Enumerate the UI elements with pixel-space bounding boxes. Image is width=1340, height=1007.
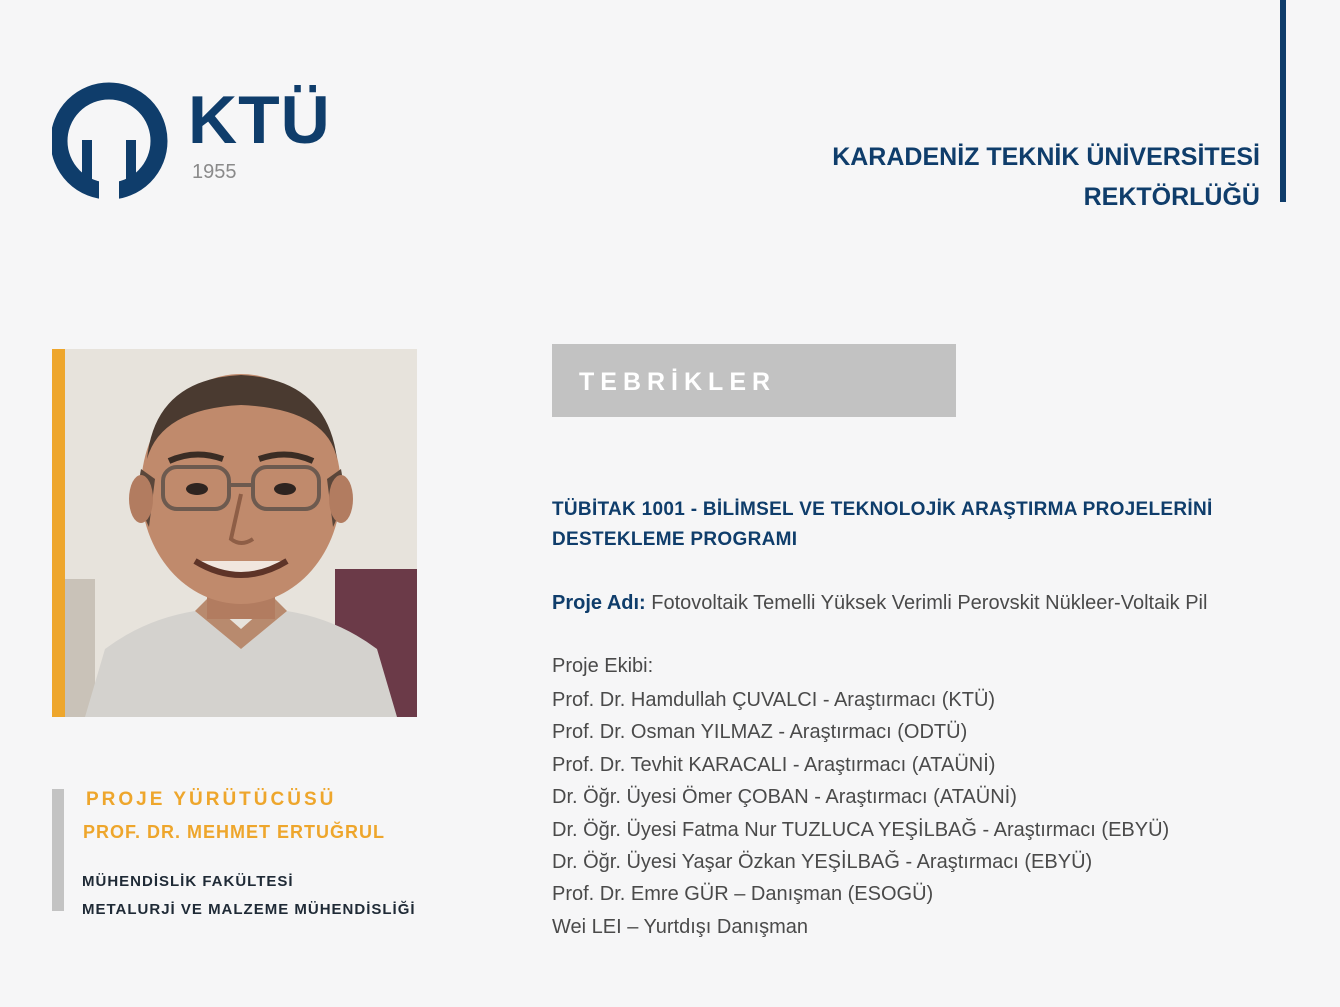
lead-affiliation xyxy=(82,868,416,924)
header-divider xyxy=(1280,0,1286,202)
team-member: Wei LEI – Yurtdışı Danışman xyxy=(552,915,809,938)
lead-name: PROF. DR. MEHMET ERTUĞRUL xyxy=(83,822,385,842)
team-member: Prof. Dr. Tevhit KARACALI - Araştırmacı (ATAÜNİ) xyxy=(552,753,996,776)
project-name-value: Fotovoltaik Temelli Yüksek Verimli Perovskit Nükleer-Voltaik Pil xyxy=(651,592,1208,614)
team-member: Prof. Dr. Emre GÜR – Danışman (ESOGÜ) xyxy=(552,883,934,906)
team-member: Dr. Öğr. Üyesi Fatma Nur TUZLUCA YEŞİLBAĞ - Araştırmacı (EBYÜ) xyxy=(552,818,1170,841)
congrats-banner xyxy=(552,344,956,417)
program-title-line1: TÜBİTAK 1001 - BİLİMSEL VE TEKNOLOJİK ARAŞTIRMA PROJELERİNİ xyxy=(552,499,1213,520)
ktu-logo xyxy=(52,78,352,208)
logo-year: 1955 xyxy=(192,161,237,183)
lead-faculty-name: MÜHENDİSLİK FAKÜLTESİ xyxy=(82,873,294,890)
institution-office: REKTÖRLÜĞÜ xyxy=(1083,183,1260,211)
program-title xyxy=(552,495,1272,555)
photo-accent-bar xyxy=(52,349,65,717)
portrait-illustration xyxy=(65,349,417,717)
project-name-label: Proje Adı: xyxy=(552,592,646,614)
project-name xyxy=(552,589,1282,617)
team-title: Proje Ekibi: xyxy=(552,655,654,677)
team-member: Prof. Dr. Hamdullah ÇUVALCI - Araştırmacı (KTÜ) xyxy=(552,689,996,711)
congrats-label: TEBRİKLER xyxy=(579,368,777,396)
lead-department-name: METALURJİ VE MALZEME MÜHENDİSLİĞİ xyxy=(82,901,416,918)
institution-title xyxy=(832,137,1260,217)
lead-role: PROJE YÜRÜTÜCÜSÜ xyxy=(86,789,337,810)
program-title-line2: DESTEKLEME PROGRAMI xyxy=(552,529,798,550)
team-member: Dr. Öğr. Üyesi Yaşar Özkan YEŞİLBAĞ - Araştırmacı (EBYÜ) xyxy=(552,851,1093,874)
team-member: Dr. Öğr. Üyesi Ömer ÇOBAN - Araştırmacı (ATAÜNİ) xyxy=(552,786,1017,809)
lead-divider xyxy=(52,789,64,911)
team-list xyxy=(552,684,1169,943)
portrait-photo xyxy=(65,349,417,717)
logo-wordmark: KTÜ xyxy=(188,82,331,158)
team-member: Prof. Dr. Osman YILMAZ - Araştırmacı (ODTÜ) xyxy=(552,721,968,744)
institution-name: KARADENİZ TEKNİK ÜNİVERSİTESİ xyxy=(832,143,1260,171)
ktu-emblem-icon xyxy=(52,78,182,208)
